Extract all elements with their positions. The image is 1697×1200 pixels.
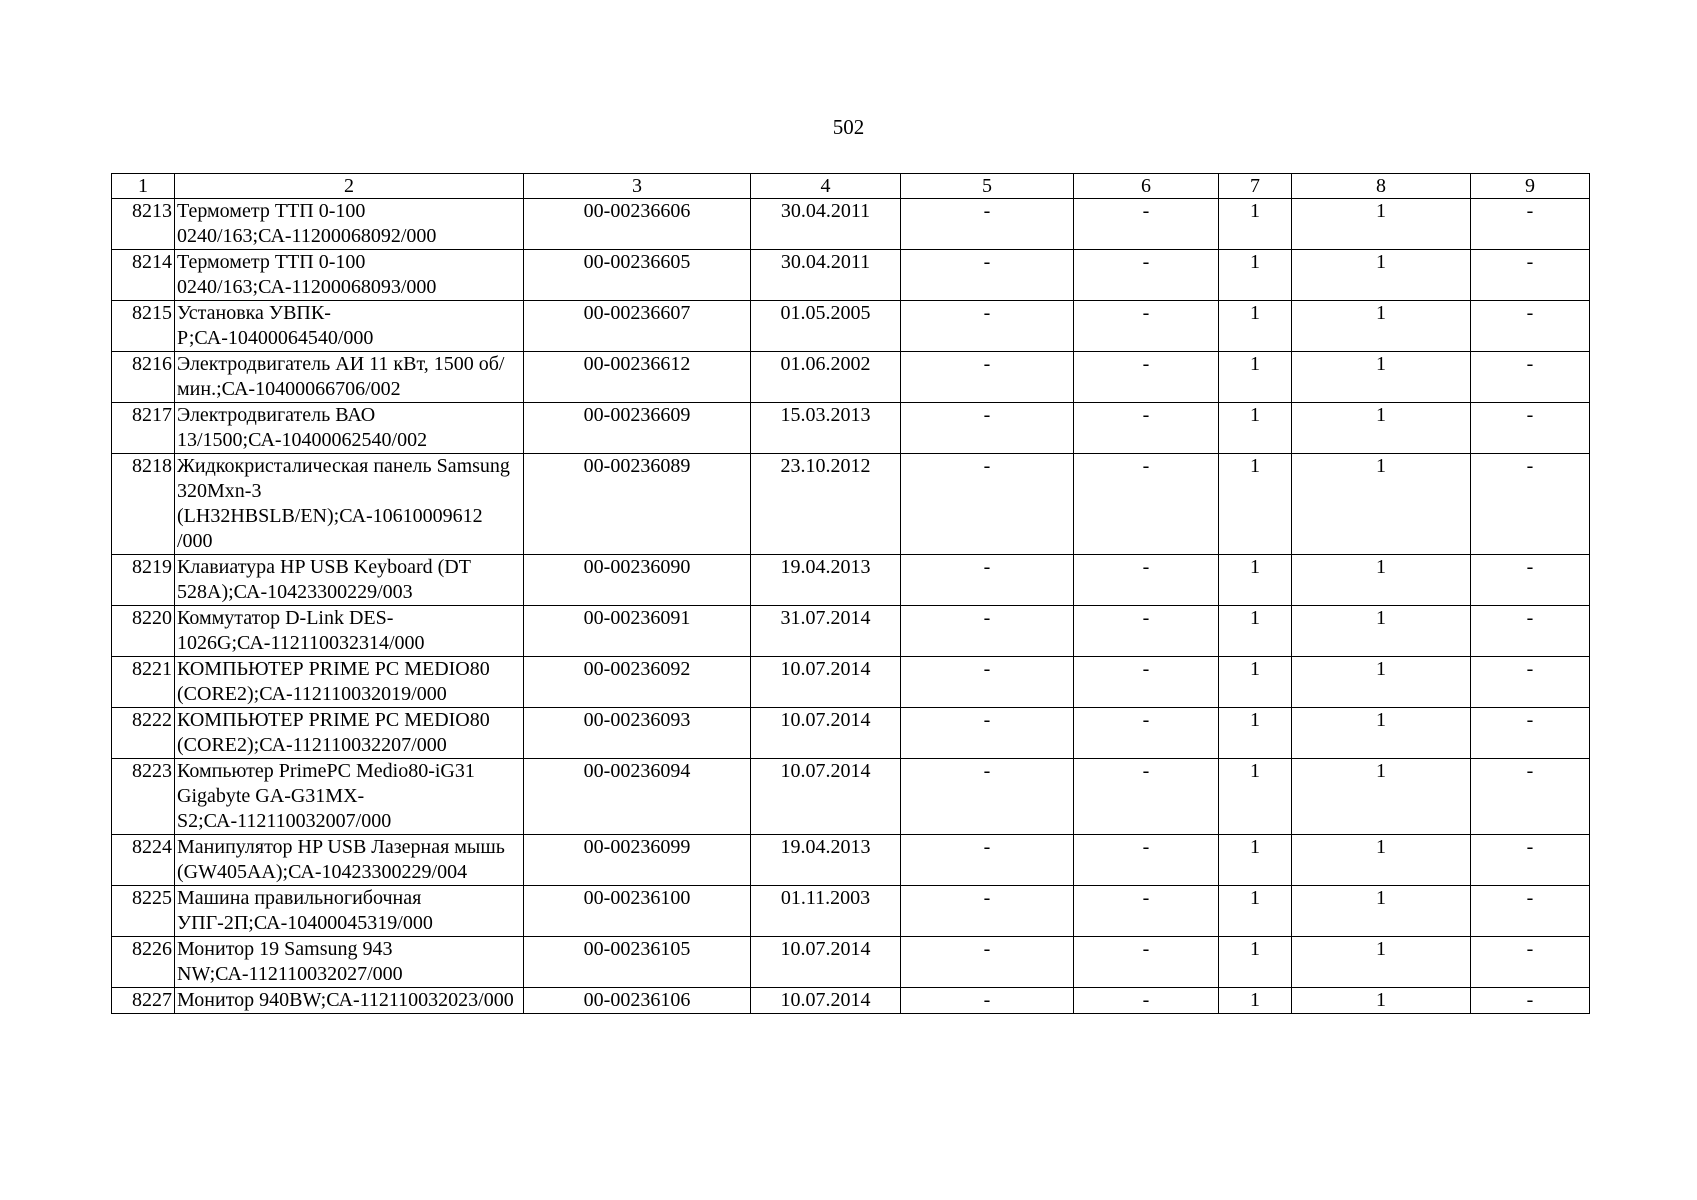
table-row: [112, 301, 1590, 352]
date-cell: 01.06.2002: [751, 352, 901, 403]
row-number-cell: 8213: [112, 199, 175, 250]
column-9-cell: -: [1471, 886, 1590, 937]
item-name-cell: Установка УВПК-Р;СА-10400064540/000: [175, 301, 524, 352]
row-number-cell: 8218: [112, 454, 175, 555]
table-row: [112, 250, 1590, 301]
date-cell: 23.10.2012: [751, 454, 901, 555]
column-7-cell: 1: [1219, 199, 1292, 250]
row-number-cell: 8225: [112, 886, 175, 937]
column-8-cell: 1: [1292, 454, 1471, 555]
column-9-cell: -: [1471, 657, 1590, 708]
column-8-cell: 1: [1292, 199, 1471, 250]
column-header-3: 3: [524, 174, 751, 199]
inventory-number-cell: 00-00236607: [524, 301, 751, 352]
table-row: [112, 937, 1590, 988]
column-5-cell: -: [901, 988, 1074, 1014]
row-number-cell: 8214: [112, 250, 175, 301]
column-5-cell: -: [901, 708, 1074, 759]
row-number-cell: 8224: [112, 835, 175, 886]
date-cell: 30.04.2011: [751, 250, 901, 301]
table-row: [112, 708, 1590, 759]
row-number-cell: 8223: [112, 759, 175, 835]
column-7-cell: 1: [1219, 555, 1292, 606]
row-number-cell: 8217: [112, 403, 175, 454]
inventory-number-cell: 00-00236612: [524, 352, 751, 403]
inventory-number-cell: 00-00236094: [524, 759, 751, 835]
table-row: [112, 199, 1590, 250]
date-cell: 10.07.2014: [751, 759, 901, 835]
column-9-cell: -: [1471, 606, 1590, 657]
item-name-cell: Компьютер PrimePC Medio80-iG31 Gigabyte GA-G31MX-S2;СА-112110032007/000: [175, 759, 524, 835]
page-number: 502: [832, 115, 865, 139]
inventory-number-cell: 00-00236099: [524, 835, 751, 886]
column-5-cell: -: [901, 886, 1074, 937]
column-6-cell: -: [1074, 886, 1219, 937]
item-name-cell: Коммутатор D-Link DES-1026G;СА-112110032314/000: [175, 606, 524, 657]
column-7-cell: 1: [1219, 352, 1292, 403]
table-row: [112, 454, 1590, 555]
date-cell: 10.07.2014: [751, 657, 901, 708]
date-cell: 10.07.2014: [751, 988, 901, 1014]
table-body: [112, 199, 1590, 1014]
column-5-cell: -: [901, 555, 1074, 606]
inventory-number-cell: 00-00236090: [524, 555, 751, 606]
date-cell: 01.05.2005: [751, 301, 901, 352]
column-5-cell: -: [901, 352, 1074, 403]
column-9-cell: -: [1471, 988, 1590, 1014]
column-9-cell: -: [1471, 301, 1590, 352]
column-8-cell: 1: [1292, 555, 1471, 606]
column-5-cell: -: [901, 250, 1074, 301]
column-7-cell: 1: [1219, 657, 1292, 708]
column-5-cell: -: [901, 454, 1074, 555]
inventory-number-cell: 00-00236089: [524, 454, 751, 555]
item-name-cell: КОМПЬЮТЕР PRIME PC MEDIO80 (CORE2);СА-112110032019/000: [175, 657, 524, 708]
column-8-cell: 1: [1292, 250, 1471, 301]
row-number-cell: 8227: [112, 988, 175, 1014]
row-number-cell: 8220: [112, 606, 175, 657]
column-header-8: 8: [1292, 174, 1471, 199]
date-cell: 10.07.2014: [751, 937, 901, 988]
inventory-number-cell: 00-00236091: [524, 606, 751, 657]
column-9-cell: -: [1471, 403, 1590, 454]
table-row: [112, 886, 1590, 937]
table-row: [112, 657, 1590, 708]
column-7-cell: 1: [1219, 886, 1292, 937]
inventory-number-cell: 00-00236093: [524, 708, 751, 759]
column-6-cell: -: [1074, 250, 1219, 301]
date-cell: 01.11.2003: [751, 886, 901, 937]
table-row: [112, 835, 1590, 886]
column-6-cell: -: [1074, 454, 1219, 555]
column-7-cell: 1: [1219, 454, 1292, 555]
date-cell: 19.04.2013: [751, 555, 901, 606]
inventory-number-cell: 00-00236609: [524, 403, 751, 454]
column-7-cell: 1: [1219, 301, 1292, 352]
table-row: [112, 988, 1590, 1014]
item-name-cell: Монитор 940BW;СА-112110032023/000: [175, 988, 524, 1014]
column-6-cell: -: [1074, 988, 1219, 1014]
item-name-cell: Манипулятор HP USB Лазерная мышь (GW405AA);СА-10423300229/004: [175, 835, 524, 886]
column-8-cell: 1: [1292, 886, 1471, 937]
date-cell: 31.07.2014: [751, 606, 901, 657]
column-8-cell: 1: [1292, 937, 1471, 988]
inventory-number-cell: 00-00236106: [524, 988, 751, 1014]
column-7-cell: 1: [1219, 250, 1292, 301]
item-name-cell: Электродвигатель АИ 11 кВт, 1500 об/мин.;СА-10400066706/002: [175, 352, 524, 403]
column-6-cell: -: [1074, 555, 1219, 606]
column-8-cell: 1: [1292, 708, 1471, 759]
column-9-cell: -: [1471, 250, 1590, 301]
column-6-cell: -: [1074, 657, 1219, 708]
item-name-cell: Термометр ТТП 0-100 0240/163;СА-11200068092/000: [175, 199, 524, 250]
column-5-cell: -: [901, 835, 1074, 886]
header-row: [112, 174, 1590, 199]
item-name-cell: Клавиатура HP USB Keyboard (DT 528A);СА-10423300229/003: [175, 555, 524, 606]
column-8-cell: 1: [1292, 403, 1471, 454]
column-header-5: 5: [901, 174, 1074, 199]
column-5-cell: -: [901, 657, 1074, 708]
table-row: [112, 759, 1590, 835]
column-7-cell: 1: [1219, 835, 1292, 886]
item-name-cell: Электродвигатель ВАО 13/1500;СА-10400062540/002: [175, 403, 524, 454]
date-cell: 30.04.2011: [751, 199, 901, 250]
inventory-number-cell: 00-00236100: [524, 886, 751, 937]
table-row: [112, 403, 1590, 454]
date-cell: 10.07.2014: [751, 708, 901, 759]
column-8-cell: 1: [1292, 835, 1471, 886]
column-7-cell: 1: [1219, 403, 1292, 454]
column-header-7: 7: [1219, 174, 1292, 199]
column-9-cell: -: [1471, 555, 1590, 606]
row-number-cell: 8216: [112, 352, 175, 403]
column-5-cell: -: [901, 403, 1074, 454]
column-6-cell: -: [1074, 352, 1219, 403]
column-7-cell: 1: [1219, 759, 1292, 835]
inventory-number-cell: 00-00236605: [524, 250, 751, 301]
column-5-cell: -: [901, 937, 1074, 988]
column-5-cell: -: [901, 199, 1074, 250]
column-6-cell: -: [1074, 199, 1219, 250]
item-name-cell: Жидкокристалическая панель Samsung 320Mxn-3 (LH32HBSLB/EN);СА-10610009612 /000: [175, 454, 524, 555]
table-row: [112, 555, 1590, 606]
column-9-cell: -: [1471, 352, 1590, 403]
column-5-cell: -: [901, 759, 1074, 835]
row-number-cell: 8215: [112, 301, 175, 352]
column-8-cell: 1: [1292, 657, 1471, 708]
column-9-cell: -: [1471, 199, 1590, 250]
column-7-cell: 1: [1219, 988, 1292, 1014]
column-8-cell: 1: [1292, 301, 1471, 352]
inventory-number-cell: 00-00236092: [524, 657, 751, 708]
column-9-cell: -: [1471, 708, 1590, 759]
column-header-9: 9: [1471, 174, 1590, 199]
column-7-cell: 1: [1219, 606, 1292, 657]
column-8-cell: 1: [1292, 606, 1471, 657]
column-7-cell: 1: [1219, 708, 1292, 759]
column-9-cell: -: [1471, 937, 1590, 988]
column-9-cell: -: [1471, 454, 1590, 555]
column-9-cell: -: [1471, 759, 1590, 835]
column-5-cell: -: [901, 606, 1074, 657]
column-header-2: 2: [175, 174, 524, 199]
column-7-cell: 1: [1219, 937, 1292, 988]
column-8-cell: 1: [1292, 759, 1471, 835]
column-6-cell: -: [1074, 937, 1219, 988]
column-6-cell: -: [1074, 759, 1219, 835]
item-name-cell: Термометр ТТП 0-100 0240/163;СА-11200068093/000: [175, 250, 524, 301]
inventory-number-cell: 00-00236606: [524, 199, 751, 250]
date-cell: 19.04.2013: [751, 835, 901, 886]
column-9-cell: -: [1471, 835, 1590, 886]
column-5-cell: -: [901, 301, 1074, 352]
row-number-cell: 8222: [112, 708, 175, 759]
table-row: [112, 606, 1590, 657]
item-name-cell: Монитор 19 Samsung 943 NW;СА-112110032027/000: [175, 937, 524, 988]
column-header-4: 4: [751, 174, 901, 199]
item-name-cell: КОМПЬЮТЕР PRIME PC MEDIO80 (CORE2);СА-112110032207/000: [175, 708, 524, 759]
column-6-cell: -: [1074, 301, 1219, 352]
column-header-6: 6: [1074, 174, 1219, 199]
inventory-number-cell: 00-00236105: [524, 937, 751, 988]
row-number-cell: 8221: [112, 657, 175, 708]
row-number-cell: 8226: [112, 937, 175, 988]
table-row: [112, 352, 1590, 403]
column-6-cell: -: [1074, 403, 1219, 454]
date-cell: 15.03.2013: [751, 403, 901, 454]
inventory-table: [111, 173, 1590, 1014]
column-8-cell: 1: [1292, 988, 1471, 1014]
column-6-cell: -: [1074, 835, 1219, 886]
column-6-cell: -: [1074, 606, 1219, 657]
column-header-1: 1: [112, 174, 175, 199]
column-6-cell: -: [1074, 708, 1219, 759]
column-8-cell: 1: [1292, 352, 1471, 403]
item-name-cell: Машина правильногибочная УПГ-2П;СА-10400045319/000: [175, 886, 524, 937]
row-number-cell: 8219: [112, 555, 175, 606]
